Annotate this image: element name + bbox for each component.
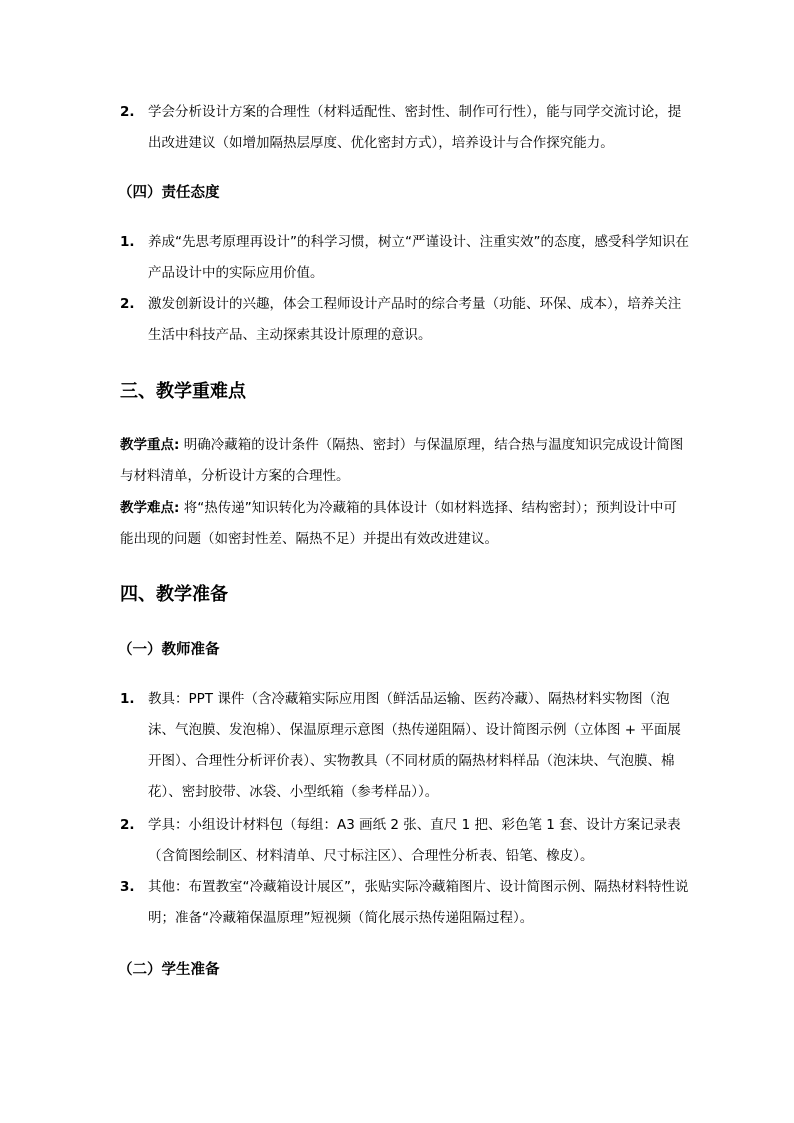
teaching-difficulty-paragraph: [120, 493, 690, 555]
list-number: 1.: [120, 234, 135, 250]
list-text: 学具：小组设计材料包（每组：A3 画纸 2 张、直尺 1 把、彩色笔 1 套、设计方案记录表（含简图绘制区、材料清单、尺寸标注区）、合理性分析表、铅笔、橡皮）。: [148, 817, 681, 864]
list-text: 学会分析设计方案的合理性（材料适配性、密封性、制作可行性），能与同学交流讨论，提出改进建议（如增加隔热层厚度、优化密封方式），培养设计与合作探究能力。: [148, 104, 682, 151]
subsection-heading-responsibility: （四）责任态度: [118, 185, 220, 201]
list-item: [120, 684, 690, 808]
list-item: [120, 227, 690, 289]
list-number: 2.: [120, 296, 135, 312]
list-item: [120, 97, 690, 159]
list-number: 1.: [120, 691, 135, 707]
list-number: 3.: [120, 879, 135, 895]
section-heading-preparation: 四、教学准备: [120, 584, 228, 605]
teaching-focus-label: 教学重点:: [120, 437, 180, 453]
teaching-difficulty-label: 教学难点:: [120, 500, 180, 516]
list-text: 其他：布置教室“冷藏箱设计展区”，张贴实际冷藏箱图片、设计简图示例、隔热材料特性说明；准备“冷藏箱保温原理”短视频（简化展示热传递阻隔过程）。: [148, 879, 689, 926]
list-text: 养成“先思考原理再设计”的科学习惯，树立“严谨设计、注重实效”的态度，感受科学知识在产品设计中的实际应用价值。: [148, 234, 689, 281]
list-text: 教具：PPT 课件（含冷藏箱实际应用图（鲜活品运输、医药冷藏）、隔热材料实物图（泡沫、气泡膜、发泡棉）、保温原理示意图（热传递阻隔）、设计简图示例（立体图 + 平面展开图）、合理性分析评价表）、实物教具（不同材质的隔热材料样品（泡沫块、气泡膜、棉花）、密封胶带、冰袋、小型纸箱（参考样品））。: [148, 691, 681, 800]
teaching-focus-paragraph: [120, 430, 690, 492]
list-item: [120, 289, 690, 351]
section-heading-key-points: 三、教学重难点: [120, 381, 246, 402]
teaching-focus-text: 明确冷藏箱的设计条件（隔热、密封）与保温原理，结合热与温度知识完成设计简图与材料清单，分析设计方案的合理性。: [120, 437, 684, 484]
subsection-heading-student: （二）学生准备: [118, 962, 220, 978]
list-text: 激发创新设计的兴趣，体会工程师设计产品时的综合考量（功能、环保、成本），培养关注生活中科技产品、主动探索其设计原理的意识。: [148, 296, 682, 343]
subsection-heading-teacher: （一）教师准备: [118, 642, 220, 658]
list-item: [120, 810, 690, 872]
teaching-difficulty-text: 将“热传递”知识转化为冷藏箱的具体设计（如材料选择、结构密封）；预判设计中可能出现的问题（如密封性差、隔热不足）并提出有效改进建议。: [120, 500, 677, 547]
list-number: 2.: [120, 104, 135, 120]
list-number: 2.: [120, 817, 135, 833]
list-item: [120, 872, 690, 934]
